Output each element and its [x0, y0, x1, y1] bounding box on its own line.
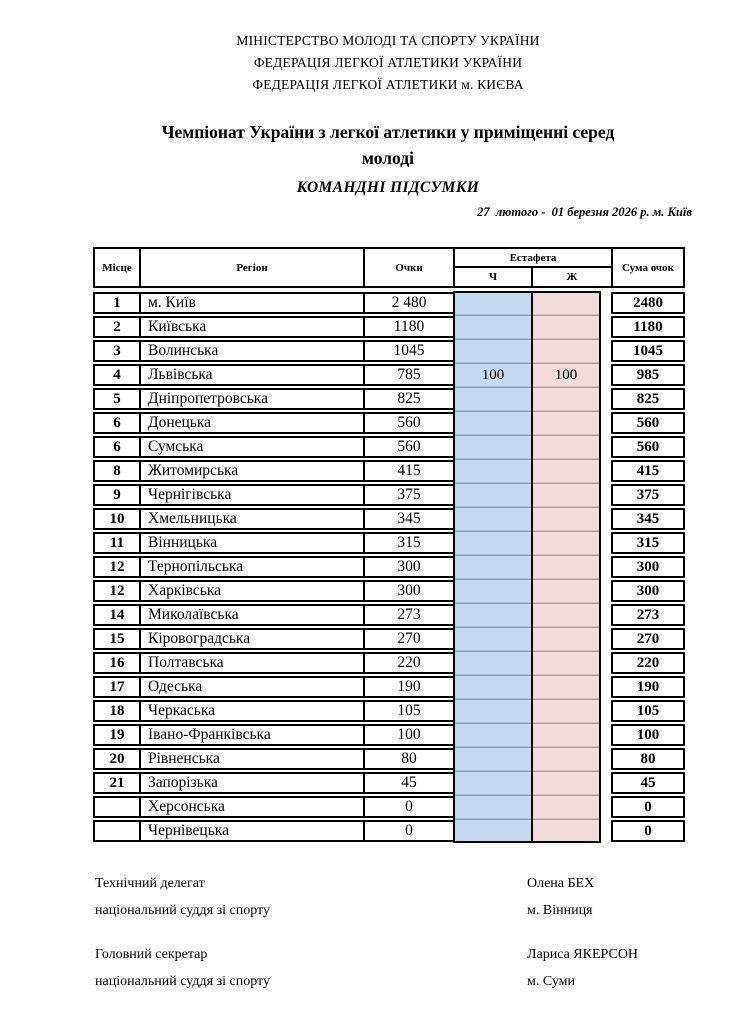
relay-men-cell — [455, 531, 531, 555]
table-row — [93, 723, 685, 747]
table-row — [93, 675, 685, 699]
relay-women-cell — [533, 603, 599, 627]
date-and-place: 27 лютого - 01 березня 2026 р. м. Київ — [477, 205, 692, 219]
place-cell: 5 — [93, 388, 141, 410]
header-region: Регіон — [139, 247, 365, 288]
signature-person — [527, 870, 594, 924]
points-cell: 45 — [363, 772, 455, 794]
region-cell: Миколаївська — [139, 604, 365, 626]
relay-women-cell — [533, 747, 599, 771]
table-body — [93, 291, 685, 843]
total-cell: 345 — [611, 508, 685, 530]
place-cell: 10 — [93, 508, 141, 530]
org-line-federation: ФЕДЕРАЦІЯ ЛЕГКОЇ АТЛЕТИКИ УКРАЇНИ — [253, 55, 523, 70]
region-cell: Житомирська — [139, 460, 365, 482]
relay-women-cell — [533, 675, 599, 699]
total-cell: 0 — [611, 796, 685, 818]
region-cell: Чернівецька — [139, 820, 365, 842]
table-row — [93, 435, 685, 459]
relay-men-cell — [455, 411, 531, 435]
table-row — [93, 339, 685, 363]
relay-men-cell — [455, 507, 531, 531]
signature-city: м. Вінниця — [527, 903, 593, 918]
header-points: Очки — [363, 247, 455, 288]
place-cell: 6 — [93, 412, 141, 434]
total-cell: 300 — [611, 556, 685, 578]
table-row — [93, 315, 685, 339]
table-row — [93, 747, 685, 771]
total-cell: 80 — [611, 748, 685, 770]
table-row — [93, 411, 685, 435]
place-cell: 11 — [93, 532, 141, 554]
header-relay-women: Ж — [531, 266, 613, 288]
relay-women-cell — [533, 555, 599, 579]
relay-men-cell — [455, 483, 531, 507]
table-row — [93, 819, 685, 843]
results-table — [93, 247, 685, 843]
relay-women-cell — [533, 507, 599, 531]
region-cell: Харківська — [139, 580, 365, 602]
relay-women-cell: 100 — [554, 366, 578, 383]
place-cell: 18 — [93, 700, 141, 722]
points-cell: 80 — [363, 748, 455, 770]
points-cell: 560 — [363, 436, 455, 458]
document-title-line1: Чемпіонат України з легкої атлетики у приміщенні серед — [161, 122, 615, 142]
relay-women-cell — [533, 435, 599, 459]
table-row — [93, 771, 685, 795]
table-row — [93, 627, 685, 651]
table-row — [93, 555, 685, 579]
relay-men-cell — [455, 291, 531, 315]
region-cell: Чернігівська — [139, 484, 365, 506]
relay-men-cell — [455, 627, 531, 651]
relay-women-cell — [533, 771, 599, 795]
region-cell: Хмельницька — [139, 508, 365, 530]
table-row — [93, 387, 685, 411]
points-cell: 270 — [363, 628, 455, 650]
points-cell: 0 — [363, 796, 455, 818]
relay-women-cell — [533, 819, 599, 843]
table-row — [93, 507, 685, 531]
relay-women-cell — [533, 339, 599, 363]
points-cell: 105 — [363, 700, 455, 722]
relay-women-cell — [533, 411, 599, 435]
total-cell: 1180 — [611, 316, 685, 338]
relay-men-cell: 100 — [481, 366, 505, 383]
header-relay: Естафета — [453, 247, 613, 268]
total-cell: 273 — [611, 604, 685, 626]
relay-men-cell — [455, 675, 531, 699]
document-title — [26, 119, 750, 171]
signature-city: м. Суми — [527, 974, 576, 989]
region-cell: Волинська — [139, 340, 365, 362]
total-cell: 2480 — [611, 292, 685, 314]
relay-women-cell — [533, 531, 599, 555]
table-row — [93, 579, 685, 603]
signature-name: Олена БЕХ — [527, 876, 595, 891]
total-cell: 105 — [611, 700, 685, 722]
signature-role: Технічний делегат — [95, 876, 205, 891]
total-cell: 45 — [611, 772, 685, 794]
signature-qualification: національний суддя зі спорту — [95, 974, 270, 989]
region-cell: Тернопільська — [139, 556, 365, 578]
place-cell: 17 — [93, 676, 141, 698]
region-cell: Івано-Франківська — [139, 724, 365, 746]
points-cell: 0 — [363, 820, 455, 842]
total-cell: 415 — [611, 460, 685, 482]
document-header — [0, 30, 750, 197]
total-cell: 220 — [611, 652, 685, 674]
relay-women-cell — [533, 387, 599, 411]
table-row — [93, 363, 685, 387]
place-cell: 14 — [93, 604, 141, 626]
relay-men-cell — [455, 579, 531, 603]
header-relay-men: Ч — [453, 266, 533, 288]
relay-men-cell — [455, 435, 531, 459]
region-cell: Львівська — [139, 364, 365, 386]
points-cell: 785 — [363, 364, 455, 386]
place-cell: 1 — [93, 292, 141, 314]
relay-women-cell — [533, 651, 599, 675]
total-cell: 190 — [611, 676, 685, 698]
relay-women-cell — [533, 459, 599, 483]
total-cell: 0 — [611, 820, 685, 842]
points-cell: 825 — [363, 388, 455, 410]
points-cell: 220 — [363, 652, 455, 674]
relay-women-cell — [533, 627, 599, 651]
relay-men-cell — [455, 387, 531, 411]
region-cell: Донецька — [139, 412, 365, 434]
relay-men-cell — [455, 795, 531, 819]
document-subtitle: КОМАНДНІ ПІДСУМКИ — [296, 179, 480, 196]
place-cell: 8 — [93, 460, 141, 482]
points-cell: 415 — [363, 460, 455, 482]
total-cell: 375 — [611, 484, 685, 506]
region-cell: Одеська — [139, 676, 365, 698]
region-cell: Вінницька — [139, 532, 365, 554]
signature-person — [527, 941, 638, 995]
total-cell: 300 — [611, 580, 685, 602]
region-cell: Рівненська — [139, 748, 365, 770]
place-cell: 12 — [93, 556, 141, 578]
place-cell: 19 — [93, 724, 141, 746]
place-cell: 16 — [93, 652, 141, 674]
place-cell: 6 — [93, 436, 141, 458]
signature-name: Лариса ЯКЕРСОН — [527, 947, 639, 962]
total-cell: 560 — [611, 436, 685, 458]
relay-men-cell — [455, 699, 531, 723]
document-title-line2: молоді — [362, 148, 414, 168]
org-line-federation-kyiv: ФЕДЕРАЦІЯ ЛЕГКОЇ АТЛЕТИКИ м. КИЄВА — [252, 77, 524, 92]
place-cell — [93, 796, 141, 818]
region-cell: Київська — [139, 316, 365, 338]
total-cell: 1045 — [611, 340, 685, 362]
relay-men-cell — [455, 771, 531, 795]
relay-women-cell — [533, 579, 599, 603]
points-cell: 345 — [363, 508, 455, 530]
points-cell: 375 — [363, 484, 455, 506]
region-cell: Дніпропетровська — [139, 388, 365, 410]
region-cell: Черкаська — [139, 700, 365, 722]
table-row — [93, 603, 685, 627]
relay-women-cell — [533, 723, 599, 747]
region-cell: Кіровоградська — [139, 628, 365, 650]
signature-role: Головний секретар — [95, 947, 208, 962]
total-cell: 825 — [611, 388, 685, 410]
relay-men-cell — [455, 315, 531, 339]
relay-men-cell — [455, 651, 531, 675]
place-cell: 12 — [93, 580, 141, 602]
points-cell: 300 — [363, 556, 455, 578]
place-cell: 2 — [93, 316, 141, 338]
table-row — [93, 699, 685, 723]
place-cell: 3 — [93, 340, 141, 362]
relay-women-cell — [533, 483, 599, 507]
place-cell — [93, 820, 141, 842]
points-cell: 560 — [363, 412, 455, 434]
relay-women-cell — [533, 315, 599, 339]
relay-women-cell — [533, 699, 599, 723]
table-row — [93, 651, 685, 675]
relay-men-cell — [455, 747, 531, 771]
relay-men-cell — [455, 723, 531, 747]
points-cell: 2 480 — [363, 292, 455, 314]
relay-men-cell — [455, 603, 531, 627]
place-cell: 21 — [93, 772, 141, 794]
header-total: Сума очок — [611, 247, 685, 288]
points-cell: 1180 — [363, 316, 455, 338]
table-row — [93, 459, 685, 483]
table-row — [93, 531, 685, 555]
points-cell: 1045 — [363, 340, 455, 362]
region-cell: Сумська — [139, 436, 365, 458]
region-cell: м. Київ — [139, 292, 365, 314]
points-cell: 315 — [363, 532, 455, 554]
table-row — [93, 483, 685, 507]
points-cell: 273 — [363, 604, 455, 626]
points-cell: 100 — [363, 724, 455, 746]
signature-technical-delegate — [95, 870, 695, 924]
place-cell: 4 — [93, 364, 141, 386]
signature-qualification: національний суддя зі спорту — [95, 903, 270, 918]
relay-men-cell — [455, 819, 531, 843]
points-cell: 300 — [363, 580, 455, 602]
total-cell: 560 — [611, 412, 685, 434]
total-cell: 985 — [611, 364, 685, 386]
table-row — [93, 795, 685, 819]
header-place: Місце — [93, 247, 141, 288]
total-cell: 270 — [611, 628, 685, 650]
total-cell: 315 — [611, 532, 685, 554]
region-cell: Запорізька — [139, 772, 365, 794]
relay-women-cell — [533, 291, 599, 315]
signature-chief-secretary — [95, 941, 695, 995]
org-line-ministry: МІНІСТЕРСТВО МОЛОДІ ТА СПОРТУ УКРАЇНИ — [236, 33, 540, 48]
points-cell: 190 — [363, 676, 455, 698]
place-cell: 20 — [93, 748, 141, 770]
total-cell: 100 — [611, 724, 685, 746]
table-row — [93, 291, 685, 315]
relay-men-cell — [455, 459, 531, 483]
relay-women-cell — [533, 795, 599, 819]
relay-men-cell — [455, 339, 531, 363]
region-cell: Полтавська — [139, 652, 365, 674]
place-cell: 9 — [93, 484, 141, 506]
place-cell: 15 — [93, 628, 141, 650]
region-cell: Херсонська — [139, 796, 365, 818]
relay-men-cell — [455, 555, 531, 579]
